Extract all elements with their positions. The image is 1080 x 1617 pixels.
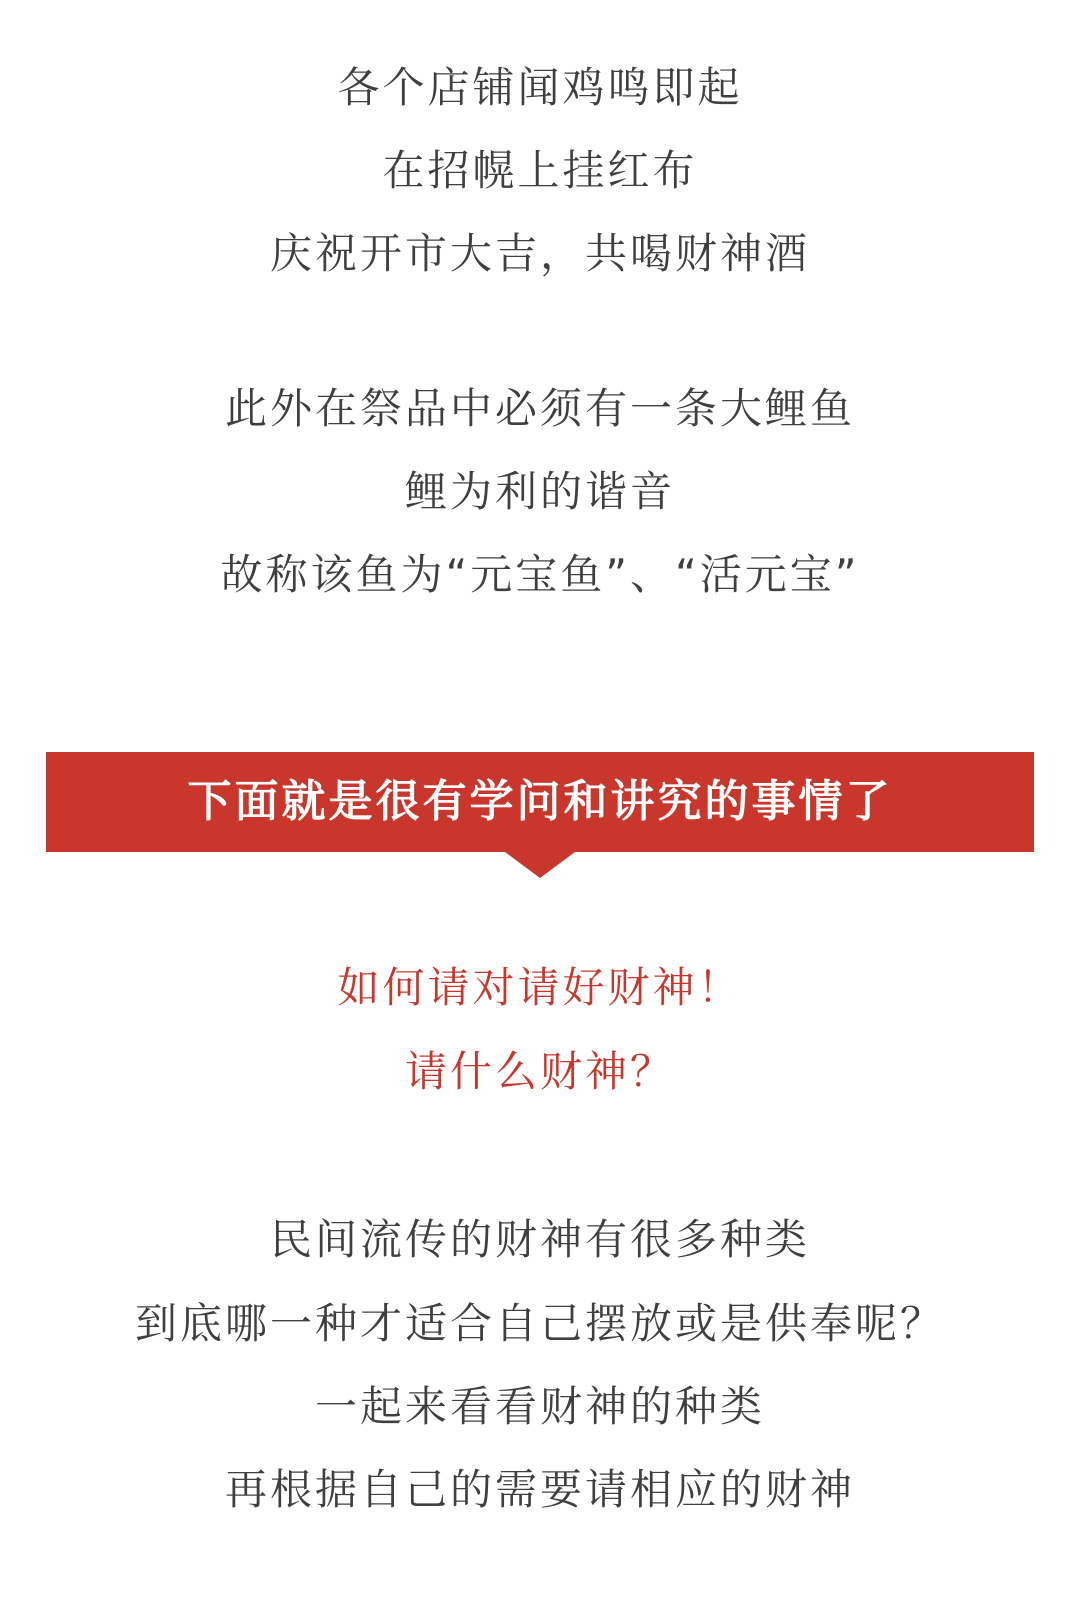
text-line: 庆祝开市大吉，共喝财神酒: [269, 229, 810, 278]
text-line: 民间流传的财神有很多种类: [269, 1215, 810, 1264]
text-line: 故称该鱼为“元宝鱼”、“活元宝”: [220, 550, 860, 599]
text-line: 一起来看看财神的种类: [314, 1382, 765, 1431]
text-line: 各个店铺闻鸡鸣即起: [337, 63, 743, 112]
highlight-line: 请什么财神？: [404, 1047, 675, 1096]
text-line: 再根据自己的需要请相应的财神: [224, 1465, 855, 1514]
text-line: 到底哪一种才适合自己摆放或是供奉呢？: [134, 1299, 945, 1348]
banner-arrow-icon: [505, 852, 575, 878]
text-line: 此外在祭品中必须有一条大鲤鱼: [224, 384, 855, 433]
text-line: 鲤为利的谐音: [404, 467, 675, 516]
highlight-line: 如何请对请好财神！: [337, 963, 743, 1012]
section-banner: [46, 752, 1034, 852]
banner-title: 下面就是很有学问和讲究的事情了: [187, 776, 893, 827]
text-line: 在招幌上挂红布: [382, 146, 698, 195]
